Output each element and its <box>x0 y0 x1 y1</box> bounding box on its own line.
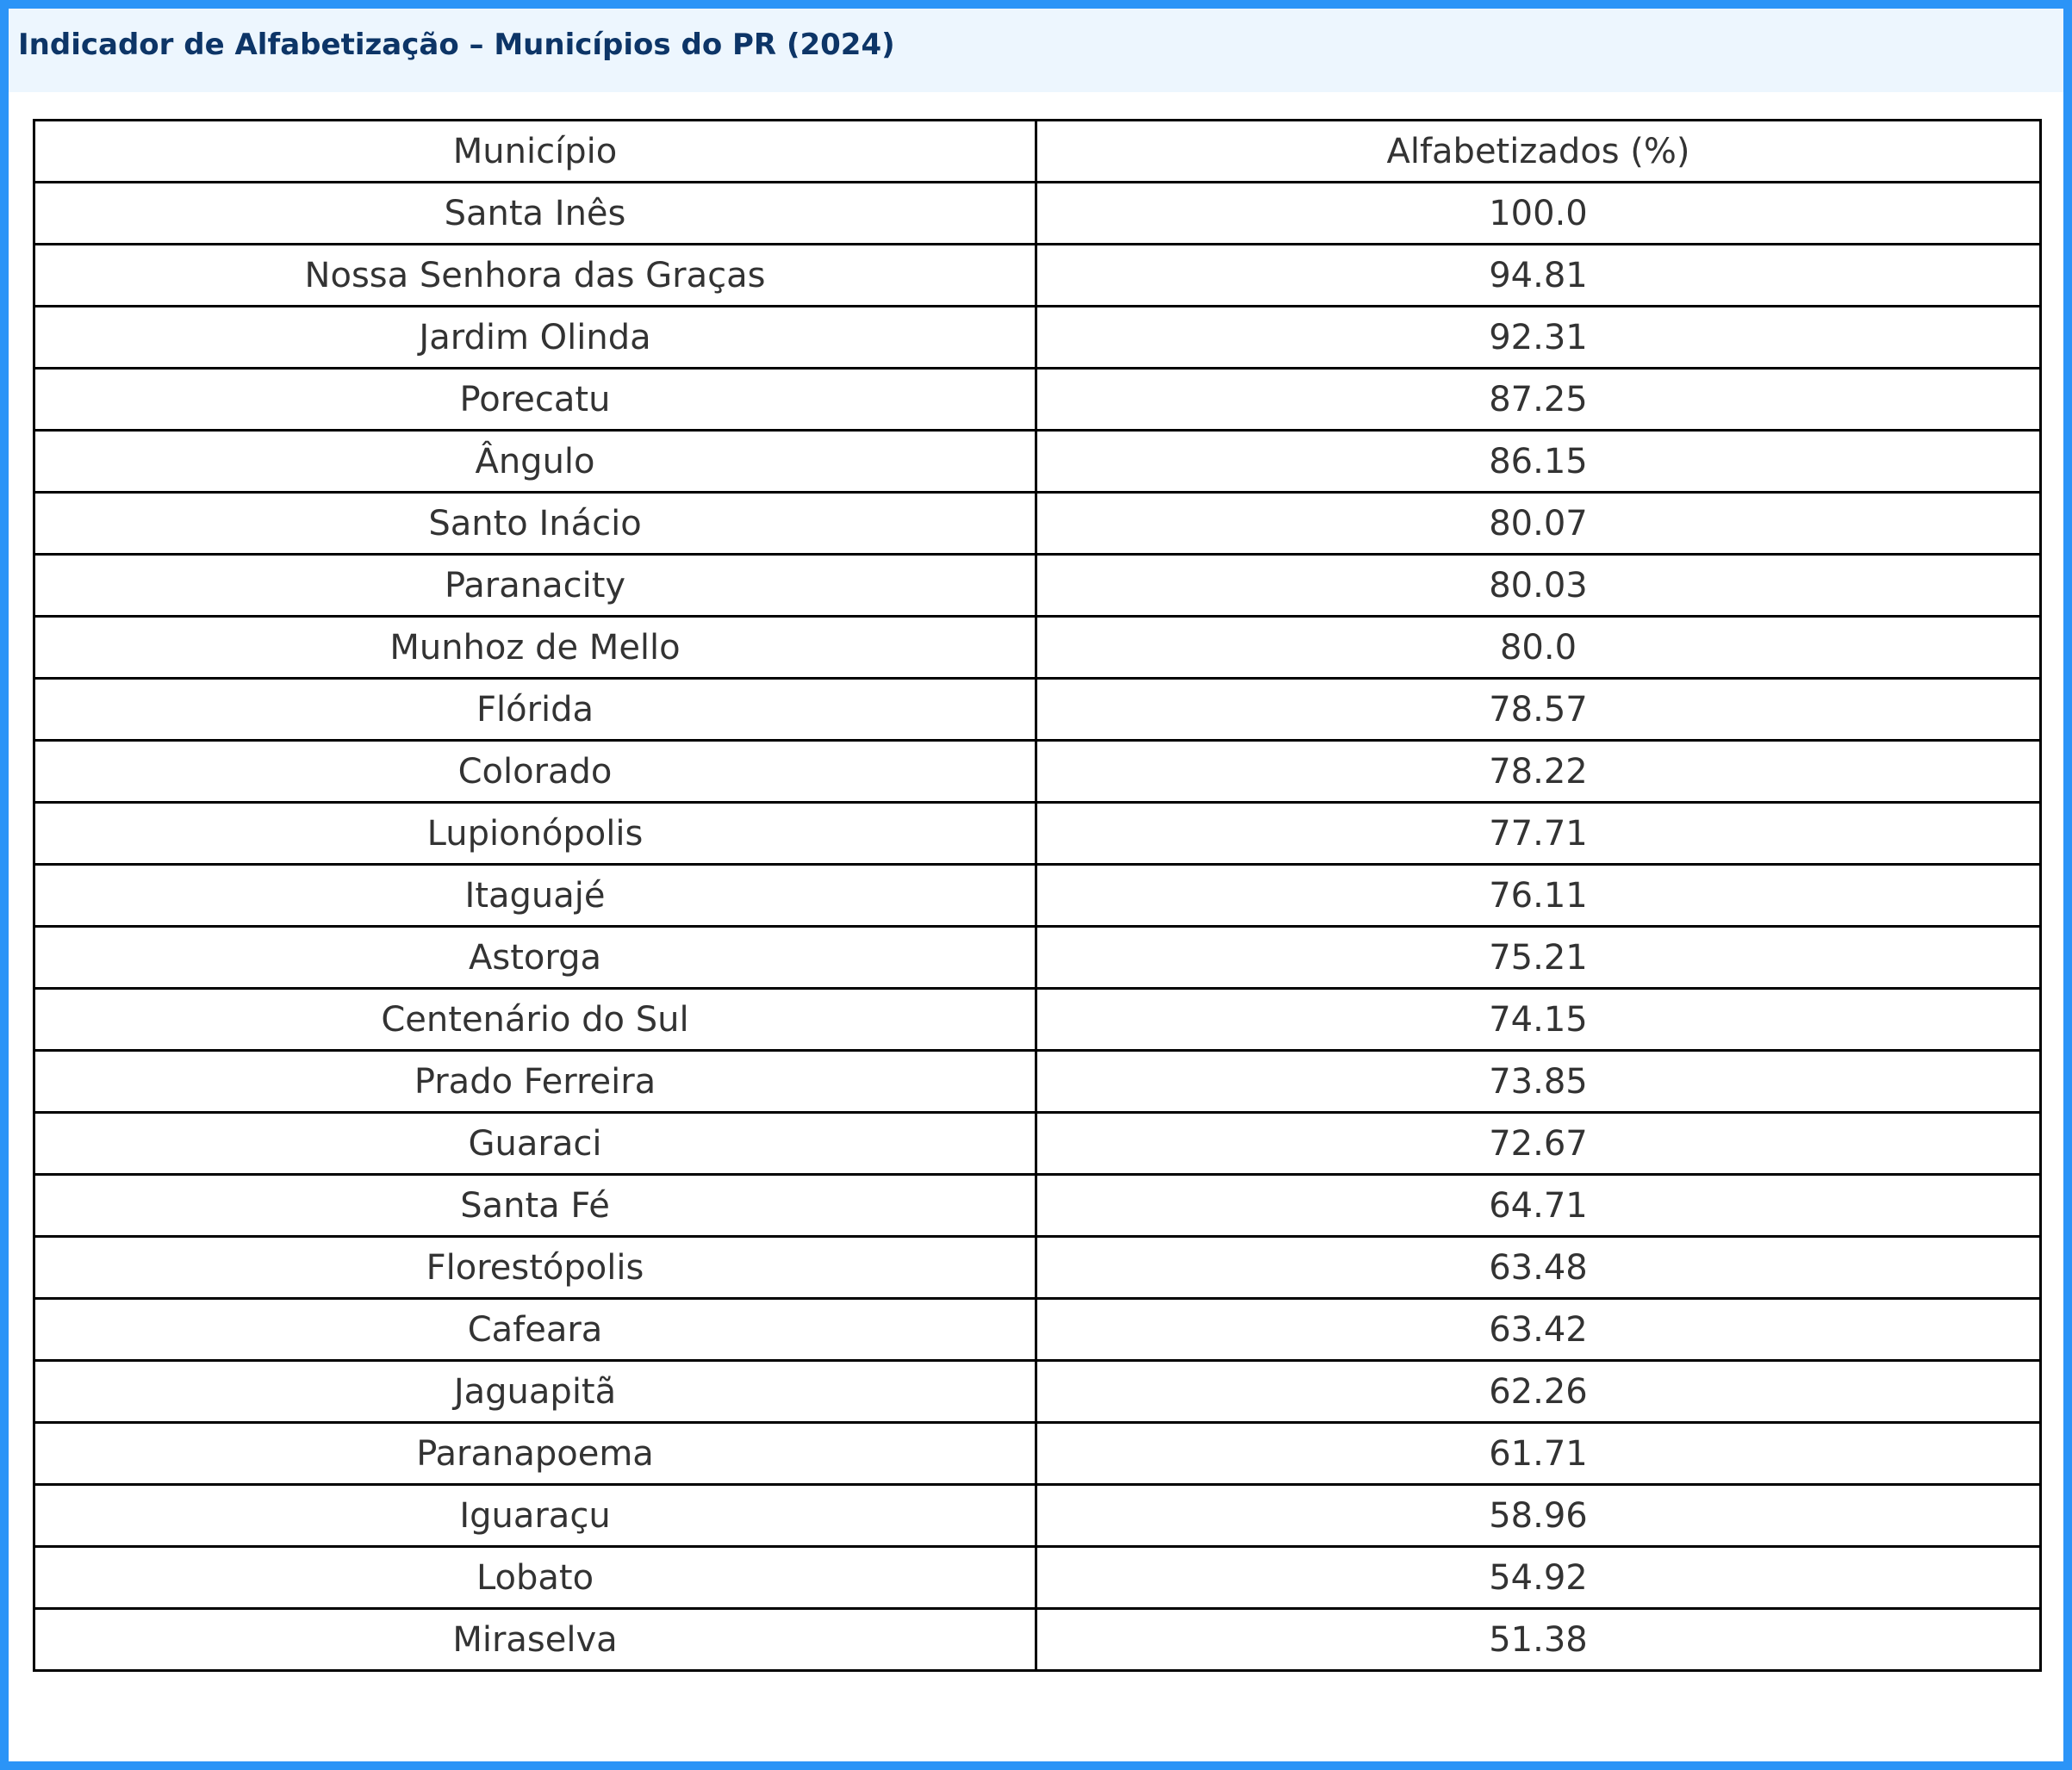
cell-municipio: Itaguajé <box>34 865 1036 927</box>
table-row <box>34 1485 2041 1547</box>
table-row <box>34 1051 2041 1113</box>
table-row <box>34 1237 2041 1299</box>
cell-municipio: Porecatu <box>34 369 1036 431</box>
cell-alfabetizados: 73.85 <box>1036 1051 2041 1113</box>
cell-alfabetizados: 54.92 <box>1036 1547 2041 1609</box>
cell-municipio: Santa Fé <box>34 1175 1036 1237</box>
title-bar <box>9 9 2063 92</box>
cell-municipio: Centenário do Sul <box>34 989 1036 1051</box>
cell-alfabetizados: 94.81 <box>1036 245 2041 307</box>
table-row <box>34 307 2041 369</box>
column-header-municipio: Município <box>34 121 1036 183</box>
cell-alfabetizados: 77.71 <box>1036 803 2041 865</box>
table-row <box>34 1175 2041 1237</box>
cell-municipio: Ângulo <box>34 431 1036 493</box>
cell-municipio: Lobato <box>34 1547 1036 1609</box>
cell-alfabetizados: 80.07 <box>1036 493 2041 555</box>
cell-municipio: Santa Inês <box>34 183 1036 245</box>
cell-municipio: Lupionópolis <box>34 803 1036 865</box>
cell-alfabetizados: 86.15 <box>1036 431 2041 493</box>
table-row <box>34 927 2041 989</box>
table-row <box>34 741 2041 803</box>
table-row <box>34 679 2041 741</box>
cell-alfabetizados: 64.71 <box>1036 1175 2041 1237</box>
cell-alfabetizados: 100.0 <box>1036 183 2041 245</box>
table-row <box>34 1423 2041 1485</box>
cell-alfabetizados: 80.03 <box>1036 555 2041 617</box>
cell-alfabetizados: 72.67 <box>1036 1113 2041 1175</box>
table-header-row <box>34 121 2041 183</box>
cell-municipio: Munhoz de Mello <box>34 617 1036 679</box>
table-row <box>34 555 2041 617</box>
table-row <box>34 989 2041 1051</box>
cell-alfabetizados: 58.96 <box>1036 1485 2041 1547</box>
cell-alfabetizados: 61.71 <box>1036 1423 2041 1485</box>
cell-alfabetizados: 78.22 <box>1036 741 2041 803</box>
cell-alfabetizados: 51.38 <box>1036 1609 2041 1671</box>
cell-municipio: Cafeara <box>34 1299 1036 1361</box>
cell-alfabetizados: 63.48 <box>1036 1237 2041 1299</box>
cell-alfabetizados: 78.57 <box>1036 679 2041 741</box>
cell-municipio: Flórida <box>34 679 1036 741</box>
table-row <box>34 865 2041 927</box>
cell-municipio: Jardim Olinda <box>34 307 1036 369</box>
table-row <box>34 1547 2041 1609</box>
cell-alfabetizados: 80.0 <box>1036 617 2041 679</box>
table-body <box>34 183 2041 1671</box>
cell-municipio: Guaraci <box>34 1113 1036 1175</box>
table-row <box>34 245 2041 307</box>
cell-alfabetizados: 92.31 <box>1036 307 2041 369</box>
cell-alfabetizados: 74.15 <box>1036 989 2041 1051</box>
table-row <box>34 1361 2041 1423</box>
cell-municipio: Paranacity <box>34 555 1036 617</box>
cell-municipio: Florestópolis <box>34 1237 1036 1299</box>
cell-alfabetizados: 75.21 <box>1036 927 2041 989</box>
table-row <box>34 431 2041 493</box>
table-row <box>34 183 2041 245</box>
cell-municipio: Miraselva <box>34 1609 1036 1671</box>
data-table <box>33 119 2042 1672</box>
cell-municipio: Santo Inácio <box>34 493 1036 555</box>
cell-municipio: Prado Ferreira <box>34 1051 1036 1113</box>
cell-municipio: Paranapoema <box>34 1423 1036 1485</box>
cell-alfabetizados: 87.25 <box>1036 369 2041 431</box>
cell-alfabetizados: 62.26 <box>1036 1361 2041 1423</box>
table-row <box>34 617 2041 679</box>
cell-municipio: Jaguapitã <box>34 1361 1036 1423</box>
table-row <box>34 369 2041 431</box>
page-title: Indicador de Alfabetização – Municípios do PR (2024) <box>18 28 895 62</box>
column-header-alfabetizados: Alfabetizados (%) <box>1036 121 2041 183</box>
cell-municipio: Iguaraçu <box>34 1485 1036 1547</box>
table-row <box>34 1113 2041 1175</box>
table-row <box>34 1299 2041 1361</box>
cell-alfabetizados: 76.11 <box>1036 865 2041 927</box>
cell-municipio: Astorga <box>34 927 1036 989</box>
cell-municipio: Colorado <box>34 741 1036 803</box>
table-row <box>34 1609 2041 1671</box>
table-row <box>34 493 2041 555</box>
cell-alfabetizados: 63.42 <box>1036 1299 2041 1361</box>
cell-municipio: Nossa Senhora das Graças <box>34 245 1036 307</box>
table-row <box>34 803 2041 865</box>
